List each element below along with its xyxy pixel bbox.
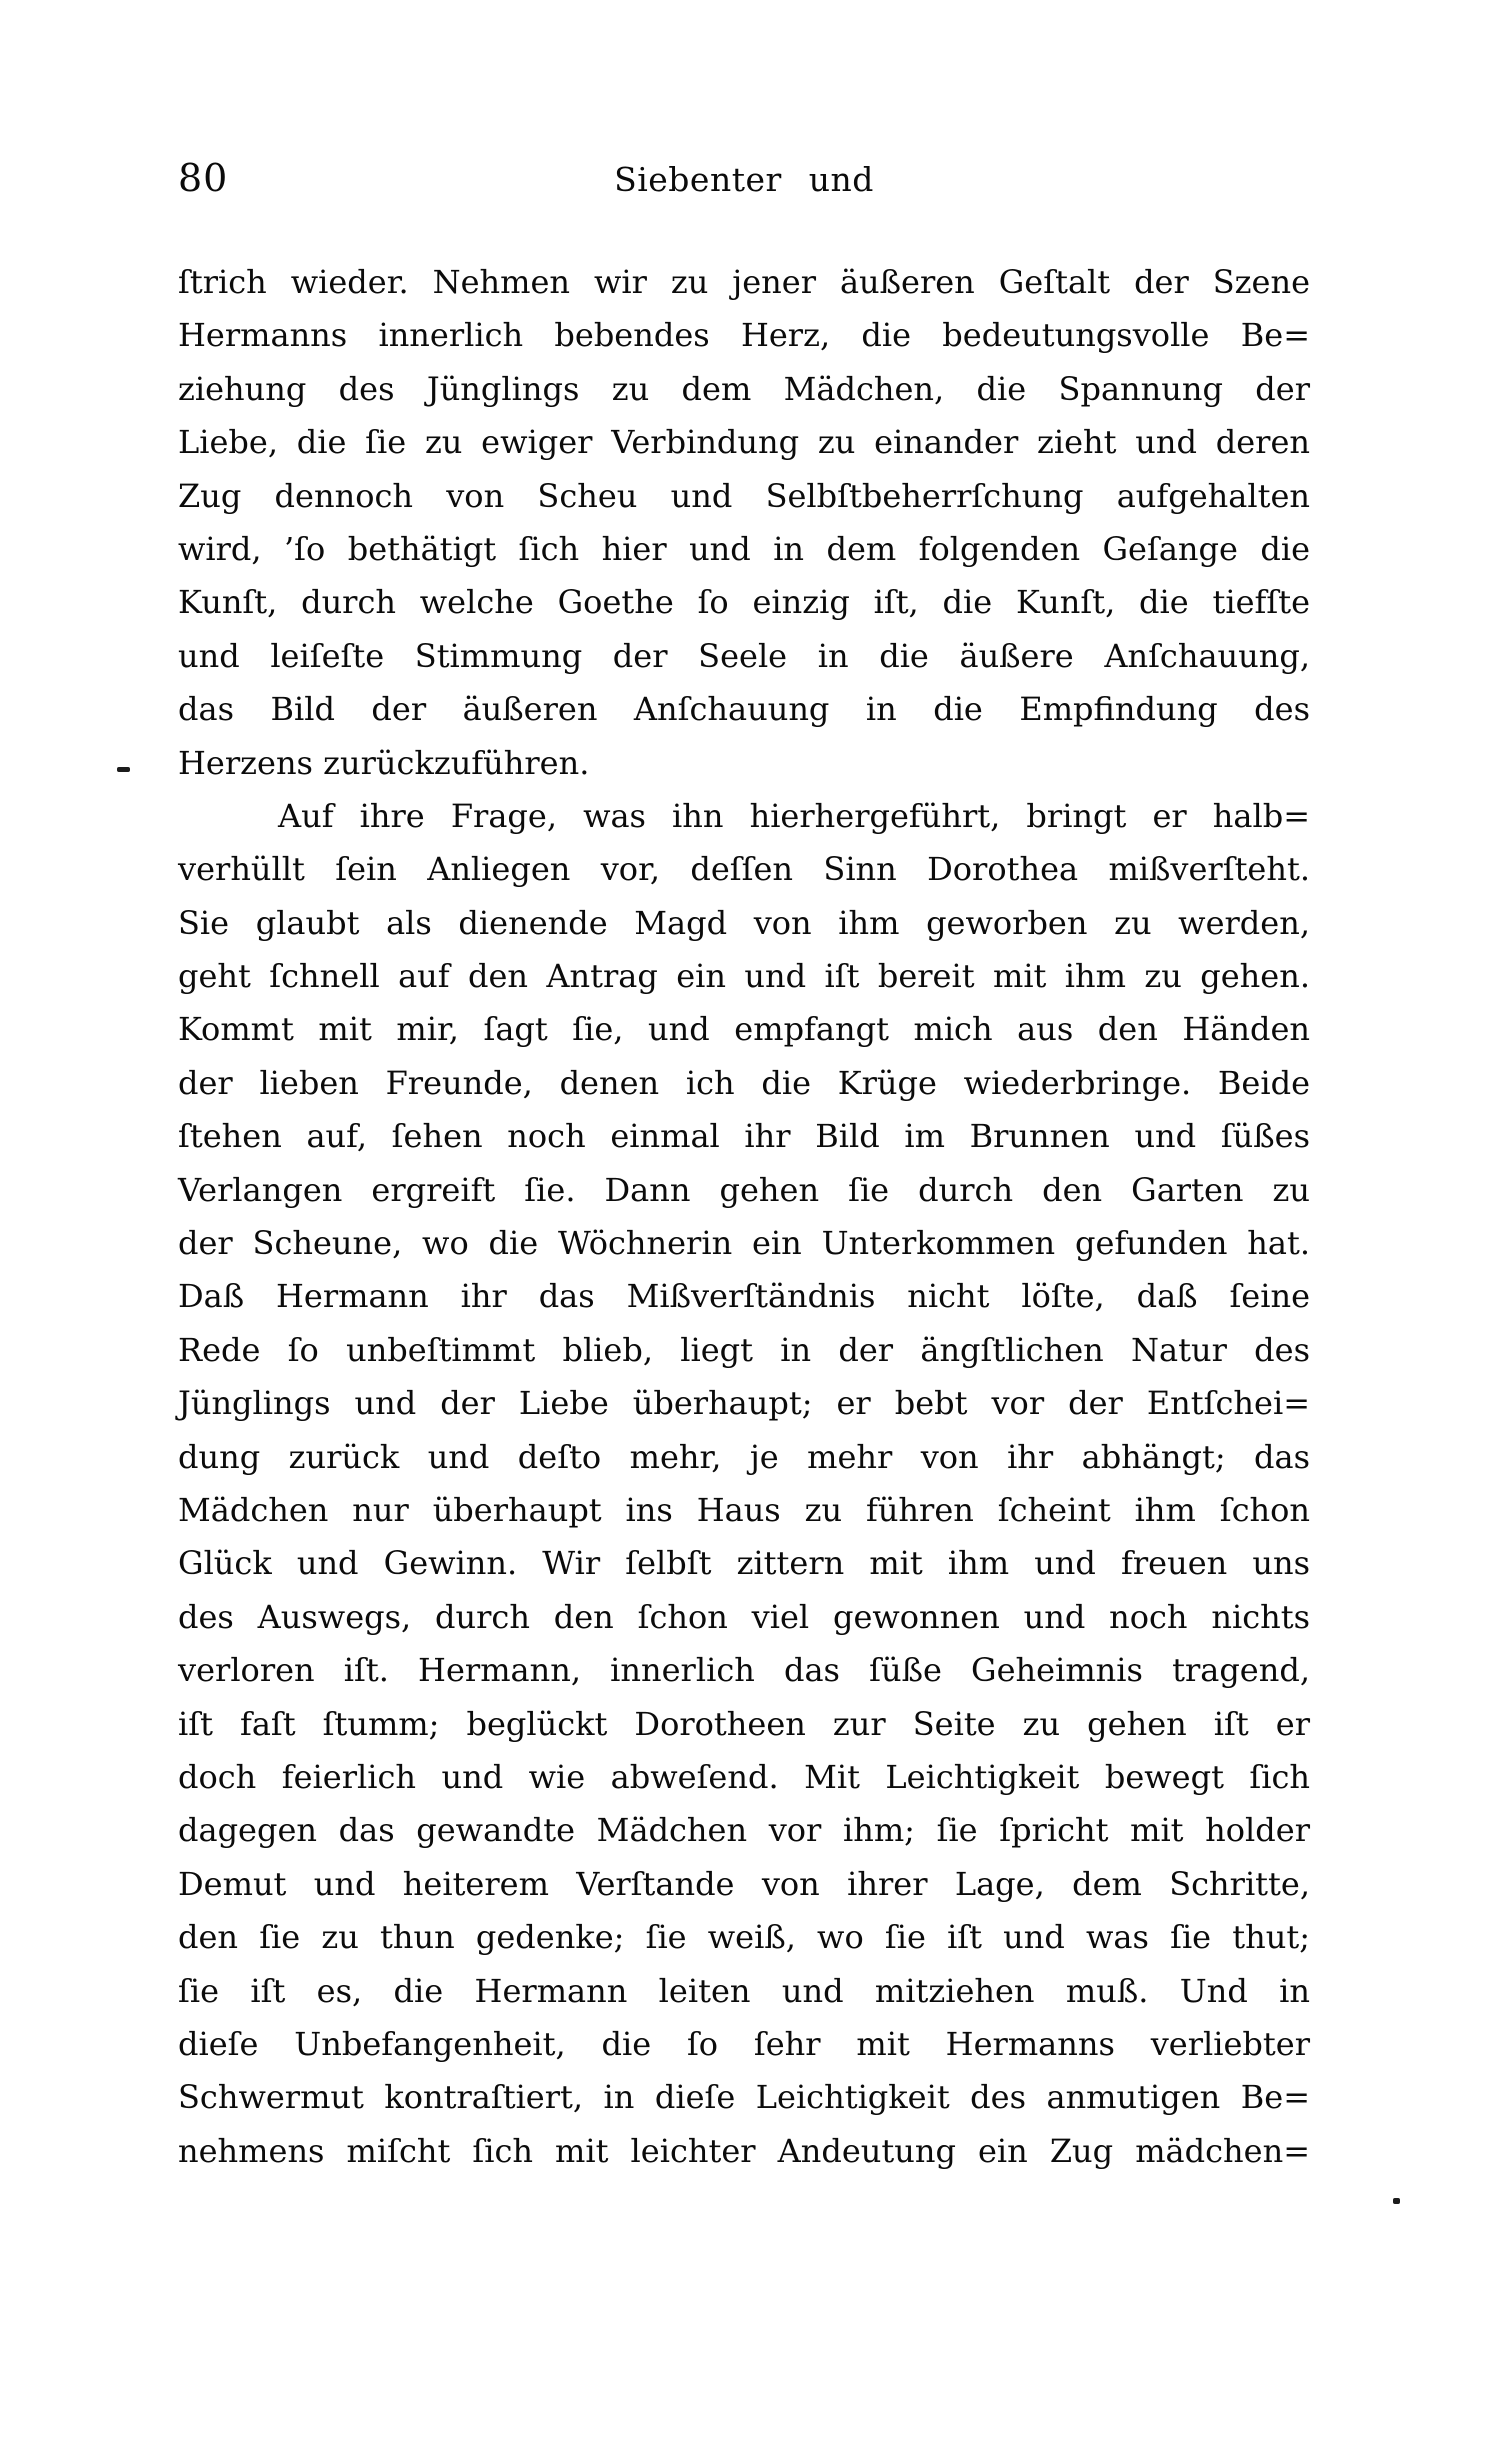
text-line: Daß Hermann ihr das Mißverſtändnis nicht löſte, daß ſeine	[178, 1277, 1310, 1316]
text-line: Glück und Gewinn. Wir ſelbſt zittern mit ihm und freuen uns	[178, 1544, 1310, 1583]
running-head: Siebenter und	[614, 160, 874, 199]
body-text	[178, 256, 1310, 2178]
text-line: ſtrich wieder. Nehmen wir zu jener äußeren Geſtalt der Szene	[178, 263, 1310, 301]
text-line: dagegen das gewandte Mädchen vor ihm; ſie ſpricht mit holder	[178, 1811, 1310, 1850]
text-line: wird, ’ſo bethätigt ſich hier und in dem folgenden Geſange die	[178, 529, 1310, 568]
text-line: verhüllt ſein Anliegen vor, deſſen Sinn Dorothea mißverſteht.	[178, 850, 1310, 889]
text-line: den ſie zu thun gedenke; ſie weiß, wo ſie iſt und was ſie thut;	[178, 1918, 1310, 1957]
text-line: Herzens zurückzuführen.	[178, 743, 590, 782]
text-line: des Auswegs, durch den ſchon viel gewonnen und noch nichts	[178, 1597, 1310, 1636]
page-header	[178, 158, 1310, 206]
text-line: Liebe, die ſie zu ewiger Verbindung zu einander zieht und deren	[178, 423, 1310, 462]
scan-speck-margin-dash	[117, 767, 130, 772]
scan-speck-bottom-right	[1393, 2198, 1400, 2204]
text-line: der lieben Freunde, denen ich die Krüge wiederbringe. Beide	[178, 1063, 1310, 1102]
text-line: dung zurück und deſto mehr, je mehr von ihr abhängt; das	[178, 1437, 1310, 1476]
text-line: ſie iſt es, die Hermann leiten und mitziehen muß. Und in	[178, 1971, 1310, 2010]
text-line: Rede ſo unbeſtimmt blieb, liegt in der ängſtlichen Natur des	[178, 1330, 1310, 1369]
text-line: Auf ihre Frage, was ihn hierhergeführt, bringt er halb=	[278, 796, 1310, 835]
text-line: Kommt mit mir, ſagt ſie, und empfangt mich aus den Händen	[178, 1010, 1310, 1049]
text-line: dieſe Unbefangenheit, die ſo ſehr mit Hermanns verliebter	[178, 2024, 1310, 2063]
text-line: nehmens miſcht ſich mit leichter Andeutung ein Zug mädchen=	[178, 2131, 1310, 2170]
text-line: Kunſt, durch welche Goethe ſo einzig iſt, die Kunſt, die tiefſte	[178, 583, 1310, 622]
text-line: Demut und heiterem Verſtande von ihrer Lage, dem Schritte,	[178, 1864, 1310, 1903]
text-line: geht ſchnell auf den Antrag ein und iſt bereit mit ihm zu gehen.	[178, 957, 1310, 996]
text-line: das Bild der äußeren Anſchauung in die Empfindung des	[178, 690, 1310, 729]
text-line: verloren iſt. Hermann, innerlich das ſüße Geheimnis tragend,	[178, 1651, 1310, 1690]
text-line: Zug dennoch von Scheu und Selbſtbeherrſchung aufgehalten	[178, 476, 1310, 515]
text-line: Schwermut kontraſtiert, in dieſe Leichtigkeit des anmutigen Be=	[178, 2078, 1310, 2117]
text-line: iſt faſt ſtumm; beglückt Dorotheen zur Seite zu gehen iſt er	[178, 1704, 1310, 1743]
text-line: Jünglings und der Liebe überhaupt; er bebt vor der Entſchei=	[178, 1384, 1310, 1423]
page-number: 80	[178, 156, 229, 200]
text-line: Verlangen ergreift ſie. Dann gehen ſie durch den Garten zu	[178, 1170, 1310, 1209]
text-line: Sie glaubt als dienende Magd von ihm geworben zu werden,	[178, 903, 1310, 942]
text-line: Hermanns innerlich bebendes Herz, die bedeutungsvolle Be=	[178, 316, 1310, 355]
text-line: der Scheune, wo die Wöchnerin ein Unterkommen gefunden hat.	[178, 1224, 1310, 1263]
text-line: und leiſeſte Stimmung der Seele in die äußere Anſchauung,	[178, 636, 1310, 675]
text-line: doch feierlich und wie abweſend. Mit Leichtigkeit bewegt ſich	[178, 1757, 1310, 1796]
text-line: Mädchen nur überhaupt ins Haus zu führen ſcheint ihm ſchon	[178, 1490, 1310, 1529]
text-line: ziehung des Jünglings zu dem Mädchen, die Spannung der	[178, 369, 1310, 408]
text-line: ſtehen auf, ſehen noch einmal ihr Bild im Brunnen und ſüßes	[178, 1117, 1310, 1156]
